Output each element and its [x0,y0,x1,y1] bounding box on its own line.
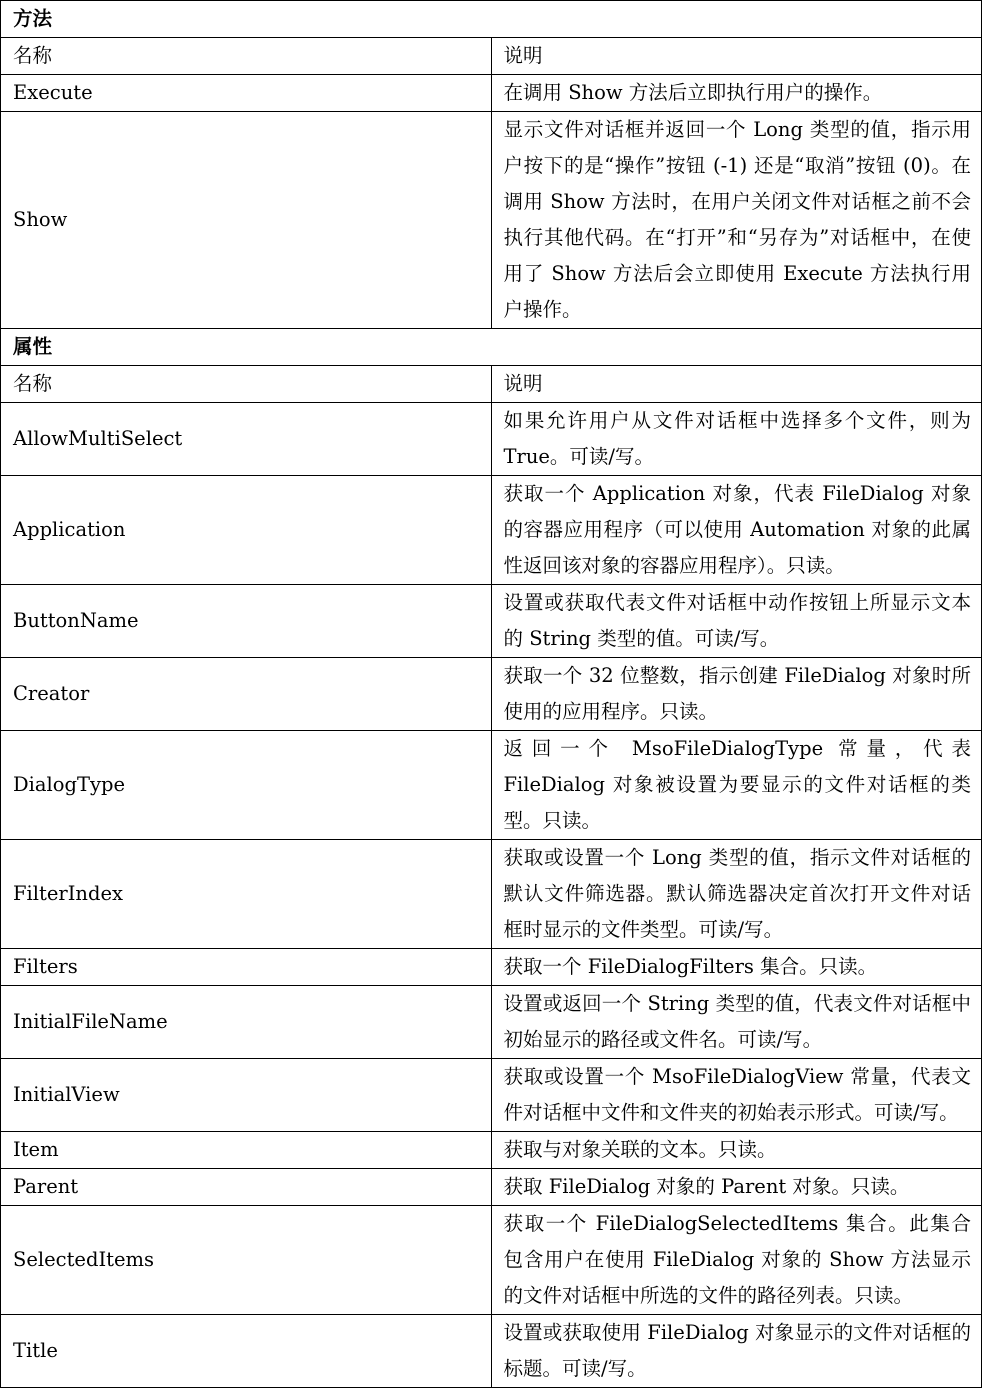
section-title-methods: 方法 [1,1,982,38]
section-title-properties: 属性 [1,329,982,366]
property-name: InitialFileName [1,986,492,1059]
method-name: Show [1,112,492,329]
property-desc: 返回一个 MsoFileDialogType 常量，代表 FileDialog 对象被设置为要显示的文件对话框的类型。只读。 [491,731,982,840]
method-name: Execute [1,75,492,112]
property-desc: 获取一个 32 位整数，指示创建 FileDialog 对象时所使用的应用程序。只读。 [491,658,982,731]
property-desc: 获取与对象关联的文本。只读。 [491,1132,982,1169]
section-row-properties [1,329,982,366]
property-name: Title [1,1315,492,1388]
property-desc: 获取 FileDialog 对象的 Parent 对象。只读。 [491,1169,982,1206]
section-row-methods [1,1,982,38]
property-desc: 获取或设置一个 Long 类型的值，指示文件对话框的默认文件筛选器。默认筛选器决定首次打开文件对话框时显示的文件类型。可读/写。 [491,840,982,949]
header-name: 名称 [1,366,492,403]
table-row [1,840,982,949]
property-desc: 如果允许用户从文件对话框中选择多个文件，则为 True。可读/写。 [491,403,982,476]
property-name: FilterIndex [1,840,492,949]
header-desc: 说明 [491,38,982,75]
table-row [1,585,982,658]
table-row [1,403,982,476]
table-row [1,1132,982,1169]
property-name: Item [1,1132,492,1169]
property-name: ButtonName [1,585,492,658]
table-row [1,1315,982,1388]
table-row [1,986,982,1059]
table-row [1,1169,982,1206]
property-name: Creator [1,658,492,731]
method-desc: 显示文件对话框并返回一个 Long 类型的值，指示用户按下的是“操作”按钮 (-1) 还是“取消”按钮 (0)。在调用 Show 方法时，在用户关闭文件对话框之前不会执行其他代码。在“打开”和“另存为”对话框中，在使用了 Show 方法后会立即使用 Execute 方法执行用户操作。 [491,112,982,329]
header-name: 名称 [1,38,492,75]
property-desc: 设置或返回一个 String 类型的值，代表文件对话框中初始显示的路径或文件名。可读/写。 [491,986,982,1059]
property-name: Parent [1,1169,492,1206]
property-desc: 获取或设置一个 MsoFileDialogView 常量，代表文件对话框中文件和文件夹的初始表示形式。可读/写。 [491,1059,982,1132]
table-row [1,658,982,731]
property-name: Application [1,476,492,585]
header-row-properties [1,366,982,403]
property-name: Filters [1,949,492,986]
property-name: AllowMultiSelect [1,403,492,476]
table-row [1,1206,982,1315]
method-desc: 在调用 Show 方法后立即执行用户的操作。 [491,75,982,112]
property-name: SelectedItems [1,1206,492,1315]
table-row [1,1059,982,1132]
table-row [1,949,982,986]
property-desc: 设置或获取代表文件对话框中动作按钮上所显示文本的 String 类型的值。可读/写。 [491,585,982,658]
property-desc: 获取一个 Application 对象，代表 FileDialog 对象的容器应用程序（可以使用 Automation 对象的此属性返回该对象的容器应用程序）。只读。 [491,476,982,585]
property-desc: 设置或获取使用 FileDialog 对象显示的文件对话框的标题。可读/写。 [491,1315,982,1388]
table-row [1,476,982,585]
table-row [1,112,982,329]
property-desc: 获取一个 FileDialogSelectedItems 集合。此集合包含用户在使用 FileDialog 对象的 Show 方法显示的文件对话框中所选的文件的路径列表。只读。 [491,1206,982,1315]
property-desc: 获取一个 FileDialogFilters 集合。只读。 [491,949,982,986]
property-name: InitialView [1,1059,492,1132]
table-row [1,731,982,840]
property-name: DialogType [1,731,492,840]
header-desc: 说明 [491,366,982,403]
table-row [1,75,982,112]
header-row-methods [1,38,982,75]
